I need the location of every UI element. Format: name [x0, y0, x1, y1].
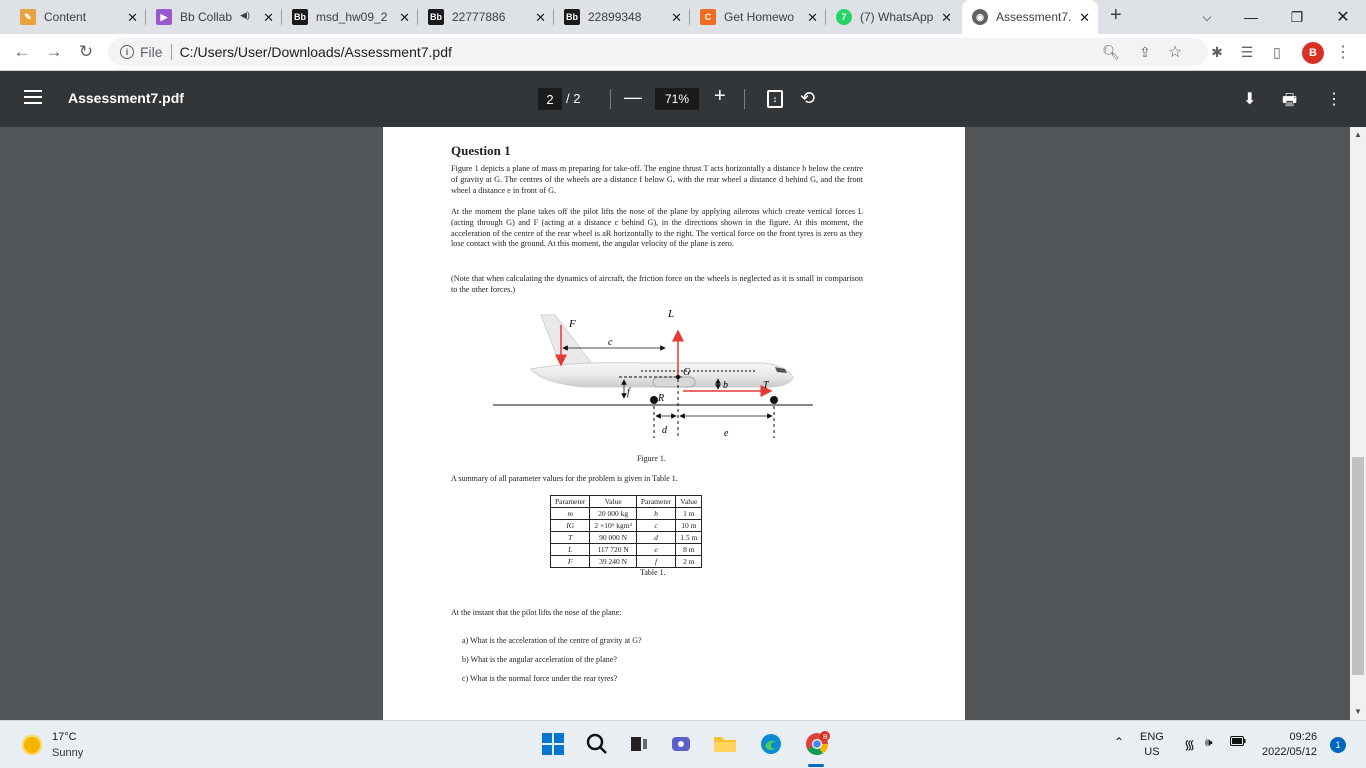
- label-d: d: [662, 425, 667, 436]
- question-item-a: a) What is the acceleration of the centre of gravity at G?: [462, 636, 642, 645]
- minimize-button[interactable]: —: [1244, 9, 1258, 25]
- pdf-page: [383, 127, 965, 720]
- volume-icon[interactable]: 🕪︎: [1205, 735, 1213, 749]
- tab-title: Assessment7.: [996, 10, 1072, 24]
- file-explorer-icon[interactable]: [712, 731, 738, 757]
- zoom-input[interactable]: 71%: [655, 88, 699, 110]
- close-icon[interactable]: ✕: [941, 10, 952, 25]
- clock[interactable]: [1262, 731, 1317, 758]
- browser-toolbar: [0, 34, 1366, 71]
- question-item-b: b) What is the angular acceleration of the plane?: [462, 655, 617, 664]
- vertical-scrollbar[interactable]: [1350, 127, 1366, 720]
- pdf-viewer[interactable]: [0, 127, 1366, 720]
- paragraph-3: (Note that when calculating the dynamics of aircraft, the friction force on the wheels is neglected as it is small in comparison to the other forces.): [451, 274, 863, 294]
- question-title: Question 1: [451, 143, 511, 158]
- instant-text: At the instant that the pilot lifts the nose of the plane:: [451, 608, 622, 617]
- table-cell: e: [636, 544, 675, 556]
- close-icon[interactable]: ✕: [671, 10, 682, 25]
- table-cell: f: [636, 556, 675, 568]
- pdf-title: Assessment7.pdf: [68, 90, 184, 106]
- zoom-in-button[interactable]: +: [714, 85, 726, 107]
- table-row: [551, 532, 702, 544]
- chrome-browser-icon[interactable]: [804, 731, 830, 757]
- close-icon[interactable]: ✕: [263, 10, 274, 25]
- table-header: Parameter: [551, 496, 590, 508]
- tab-title: 22899348: [588, 10, 642, 24]
- url-text[interactable]: C:/Users/User/Downloads/Assessment7.pdf: [179, 44, 452, 60]
- parameter-table: [550, 495, 702, 568]
- table-cell: 2 m: [676, 556, 702, 568]
- table-cell: F: [551, 556, 590, 568]
- table-cell: m: [551, 508, 590, 520]
- svg-text:B: B: [823, 734, 828, 741]
- rotate-icon[interactable]: ⟲: [800, 88, 816, 108]
- paragraph-1: Figure 1 depicts a plane of mass m preparing for take-off. The engine thrust T acts horizontally a distance b below the centre of gravity at G. The centres of the wheels are a distance f below G, with the rear wheel a distance d behind G, and the front wheel a distance e in front of G.: [451, 164, 863, 195]
- fit-to-page-icon[interactable]: ↕: [767, 90, 783, 108]
- label-b: b: [723, 380, 728, 391]
- download-icon[interactable]: ⬇: [1243, 91, 1257, 108]
- scroll-down-arrow-icon[interactable]: ▼: [1354, 707, 1362, 716]
- label-c: c: [608, 337, 613, 348]
- more-actions-icon[interactable]: ⋮: [1326, 91, 1342, 108]
- label-R: R: [658, 393, 665, 404]
- scroll-up-arrow-icon[interactable]: ▲: [1354, 130, 1362, 139]
- tab-strip: [0, 0, 1366, 34]
- table-cell: b: [636, 508, 675, 520]
- restore-button[interactable]: ❐: [1290, 8, 1304, 25]
- info-icon[interactable]: i: [120, 45, 134, 59]
- table-cell: 20 000 kg: [590, 508, 636, 520]
- language-indicator[interactable]: [1140, 731, 1164, 758]
- tab-title: msd_hw09_2: [316, 10, 388, 24]
- tab-22899348[interactable]: [554, 0, 690, 34]
- weather-description[interactable]: Sunny: [52, 747, 84, 759]
- table-caption: Table 1.: [640, 568, 666, 577]
- zoom-out-button[interactable]: —: [624, 87, 642, 107]
- table-row: [551, 508, 702, 520]
- blackboard-favicon-icon: Bb: [564, 9, 580, 25]
- table-cell: d: [636, 532, 675, 544]
- search-icon[interactable]: [584, 731, 610, 757]
- table-cell: 10 m: [676, 520, 702, 532]
- tab-22777886[interactable]: [418, 0, 554, 34]
- table-row: [551, 556, 702, 568]
- table-cell: 2 ×10⁶ kgm²: [590, 520, 636, 532]
- tab-msd-hw09[interactable]: [282, 0, 418, 34]
- task-view-icon[interactable]: [626, 731, 652, 757]
- active-app-indicator: [808, 764, 824, 767]
- table-intro: A summary of all parameter values for the problem is given in Table 1.: [451, 474, 678, 483]
- clock-time: 09:26: [1289, 731, 1318, 743]
- table-header: Value: [590, 496, 636, 508]
- label-f: f: [627, 387, 630, 398]
- bookmark-star-icon[interactable]: ☆: [1167, 44, 1183, 61]
- notification-badge[interactable]: 1: [1330, 737, 1346, 753]
- more-menu-icon[interactable]: ⋮: [1335, 44, 1351, 61]
- label-F: F: [569, 318, 576, 330]
- tab-assessment7[interactable]: [962, 0, 1098, 34]
- figure-caption: Figure 1.: [637, 454, 666, 463]
- windows-taskbar: [0, 720, 1366, 768]
- print-icon[interactable]: 🖶︎: [1282, 92, 1298, 109]
- label-e: e: [724, 428, 729, 439]
- tab-title: (7) WhatsApp: [860, 10, 934, 24]
- tab-title: Get Homewo: [724, 10, 795, 24]
- reload-icon[interactable]: ↻: [78, 42, 94, 61]
- side-panel-icon[interactable]: ▯: [1273, 43, 1281, 60]
- keyboard-region: US: [1144, 746, 1160, 758]
- content-favicon-icon: ✎: [20, 9, 36, 25]
- address-bar[interactable]: [108, 38, 1208, 66]
- label-G: G: [683, 367, 691, 378]
- clock-date: 2022/05/12: [1262, 746, 1318, 758]
- audio-playing-icon[interactable]: ◀): [240, 10, 250, 20]
- close-window-button[interactable]: ✕: [1336, 9, 1350, 26]
- label-L: L: [668, 308, 675, 320]
- chegg-favicon-icon: C: [700, 9, 716, 25]
- new-tab-button[interactable]: +: [1110, 4, 1122, 26]
- table-cell: 39 240 N: [590, 556, 636, 568]
- blackboard-favicon-icon: Bb: [428, 9, 444, 25]
- whatsapp-favicon-icon: 7: [836, 9, 852, 25]
- blackboard-favicon-icon: Bb: [292, 9, 308, 25]
- table-header-row: [551, 496, 702, 508]
- reading-list-icon[interactable]: ☰: [1240, 43, 1254, 60]
- language-code: ENG: [1140, 731, 1164, 743]
- play-favicon-icon: ▶: [156, 9, 172, 25]
- table-cell: 1.5 m: [676, 532, 702, 544]
- tab-content[interactable]: [10, 0, 146, 34]
- table-cell: T: [551, 532, 590, 544]
- globe-favicon-icon: ◉: [972, 9, 988, 25]
- tab-title: 22777886: [452, 10, 506, 24]
- tab-get-homework[interactable]: [690, 0, 826, 34]
- table-cell: IG: [551, 520, 590, 532]
- show-hidden-icons-chevron-icon[interactable]: ⌃: [1114, 735, 1125, 749]
- table-row: [551, 520, 702, 532]
- pdf-toolbar: [0, 71, 1366, 127]
- close-icon[interactable]: ✕: [535, 10, 546, 25]
- table-header: Value: [676, 496, 702, 508]
- tab-title: Content: [44, 10, 87, 24]
- scrollbar-thumb[interactable]: [1352, 457, 1364, 675]
- zoom-search-icon[interactable]: 🔍︎: [1102, 43, 1120, 60]
- close-icon[interactable]: ✕: [807, 10, 818, 25]
- share-icon[interactable]: ⇪: [1139, 43, 1151, 60]
- page-number-input[interactable]: 2: [538, 88, 562, 110]
- table-cell: 90 000 N: [590, 532, 636, 544]
- close-icon[interactable]: ✕: [399, 10, 410, 25]
- tab-search-chevron-icon[interactable]: ⌵: [1202, 9, 1212, 24]
- extensions-puzzle-icon[interactable]: ✱: [1211, 43, 1223, 60]
- forward-arrow-icon[interactable]: →: [45, 42, 63, 61]
- table-cell: 117 720 N: [590, 544, 636, 556]
- table-cell: c: [636, 520, 675, 532]
- figure-plane-diagram: [383, 303, 965, 443]
- scheme-label: File: [140, 44, 163, 60]
- wifi-icon[interactable]: ᯾: [1184, 737, 1196, 752]
- table-cell: 8 m: [676, 544, 702, 556]
- tab-bb-collab[interactable]: [146, 0, 282, 34]
- close-icon[interactable]: ✕: [127, 10, 138, 25]
- hamburger-menu-icon[interactable]: [24, 90, 42, 104]
- battery-icon[interactable]: [1230, 736, 1246, 749]
- profile-avatar[interactable]: B: [1302, 42, 1324, 64]
- tab-whatsapp[interactable]: [826, 0, 960, 34]
- label-T: T: [763, 380, 769, 391]
- table-header: Parameter: [636, 496, 675, 508]
- table-cell: L: [551, 544, 590, 556]
- back-arrow-icon[interactable]: ←: [13, 42, 31, 61]
- weather-temperature[interactable]: 17°C: [52, 731, 77, 743]
- edge-browser-icon[interactable]: [758, 731, 784, 757]
- windows-start-icon[interactable]: [540, 731, 566, 757]
- paragraph-2: At the moment the plane takes off the pilot lifts the nose of the plane by applying ailerons which create vertical forces L (acting through G) and F (acting at a distance c behind G), in the directions shown in the figure. At this moment, the acceleration of the centre of the rear wheel is aR horizontally to the right. The vertical force on the front tyres is zero as they lose contact with the ground. At this moment, the angular velocity of the plane is zero.: [451, 207, 863, 249]
- sun-weather-icon[interactable]: [22, 735, 42, 755]
- teams-chat-icon[interactable]: [668, 731, 694, 757]
- table-cell: 1 m: [676, 508, 702, 520]
- page-total: / 2: [566, 91, 581, 106]
- question-item-c: c) What is the normal force under the rear tyres?: [462, 674, 618, 683]
- table-row: [551, 544, 702, 556]
- tab-title: Bb Collab: [180, 10, 233, 24]
- close-icon[interactable]: ✕: [1079, 10, 1090, 25]
